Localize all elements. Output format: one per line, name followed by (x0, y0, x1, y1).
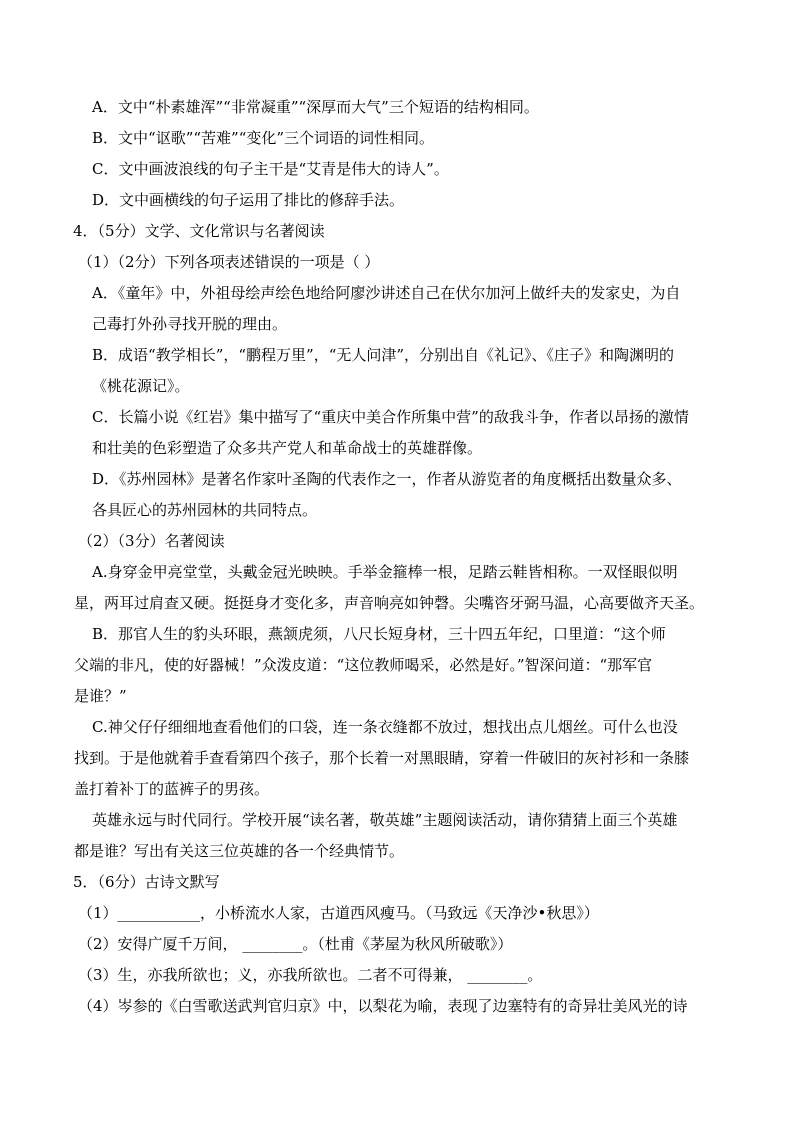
passage-c-line2: 找到。于是他就着手查看第四个孩子，那个长着一对黑眼睛，穿着一件破旧的灰衬衫和一条膝 (74, 749, 690, 767)
passage-a-line2: 星，两耳过肩查又硬。挺挺身才变化多，声音响亮如钟磬。尖嘴咨牙弼马温，心高要做齐天圣。 (74, 594, 705, 612)
passage-a-line1: A.身穿金甲亮堂堂，头戴金冠光映映。手举金箍棒一根，足踏云鞋皆相称。一双怪眼似明 (92, 563, 678, 581)
q5-line1: （1）___________，小桥流水人家，古道西风瘦马。（马致远《天净沙•秋思》） (78, 904, 599, 922)
q3-option-b: B．文中“讴歌”“苦难”“变化”三个词语的词性相同。 (92, 129, 435, 147)
q5-heading: 5．（6分）古诗文默写 (73, 873, 220, 891)
passage-b-line1: B．那官人生的豹头环眼，燕颔虎须，八尺长短身材，三十四五年纪，口里道：“这个师 (92, 625, 666, 643)
q4-sub1-option-c-cont: 和壮美的色彩塑造了众多共产党人和革命战士的英雄群像。 (92, 439, 483, 457)
passage-b-line3: 是谁？” (74, 687, 127, 705)
q3-option-c: C．文中画波浪线的句子主干是“艾青是伟大的诗人”。 (92, 160, 449, 178)
q4-sub1-stem: （1）（2分）下列各项表述错误的一项是（ ） (78, 253, 380, 271)
q4-sub1-option-b: B．成语“教学相长”，“鹏程万里”，“无人问津”，分别出自《礼记》、《庄子》和陶渊明的 (92, 346, 675, 364)
task-line1: 英雄永远与时代同行。学校开展“读名著，敬英雄”主题阅读活动，请你猜猜上面三个英雄 (92, 811, 678, 829)
task-line2: 都是谁？写出有关这三位英雄的各一个经典情节。 (74, 842, 405, 860)
q3-option-a: A．文中“朴素雄浑”“非常凝重”“深厚而大气”三个短语的结构相同。 (92, 98, 539, 116)
q4-sub1-option-d: D．《苏州园林》是著名作家叶圣陶的代表作之一，作者从游览者的角度概括出数量众多、 (92, 470, 682, 488)
q5-line4: （4）岑参的《白雪歌送武判官归京》中，以梨花为喻，表现了边塞特有的奇异壮美风光的诗 (78, 997, 688, 1015)
q5-line3: （3）生，亦我所欲也；义，亦我所欲也。二者不可得兼， ________。 (78, 966, 543, 984)
q4-sub1-option-c: C．长篇小说《红岩》集中描写了“重庆中美合作所集中营”的敌我斗争，作者以昂扬的激情 (92, 408, 689, 426)
q4-sub2-stem: （2）（3分）名著阅读 (78, 532, 225, 550)
q4-heading: 4．（5分）文学、文化常识与名著阅读 (73, 222, 325, 240)
q4-sub1-option-b-cont: 《桃花源记》。 (92, 377, 190, 395)
q4-sub1-option-d-cont: 各具匠心的苏州园林的共同特点。 (92, 501, 318, 519)
q3-option-d: D．文中画横线的句子运用了排比的修辞手法。 (92, 191, 405, 209)
q5-line2: （2）安得广厦千万间， ________。（杜甫《茅屋为秋风所破歌》） (78, 935, 513, 953)
q4-sub1-option-a: A．《童年》中，外祖母绘声绘色地给阿廖沙讲述自己在伏尔加河上做纤夫的发家史，为自 (92, 284, 681, 302)
passage-b-line2: 父端的非凡，使的好器械！”众泼皮道：“这位教师喝采，必然是好。”智深问道：“那军官 (74, 656, 653, 674)
passage-c-line1: C.神父仔仔细细地查看他们的口袋，连一条衣缝都不放过，想找出点儿烟丝。可什么也没 (92, 718, 678, 736)
passage-c-line3: 盖打着补丁的蓝裤子的男孩。 (74, 780, 270, 798)
q4-sub1-option-a-cont: 己毒打外孙寻找开脱的理由。 (92, 315, 288, 333)
